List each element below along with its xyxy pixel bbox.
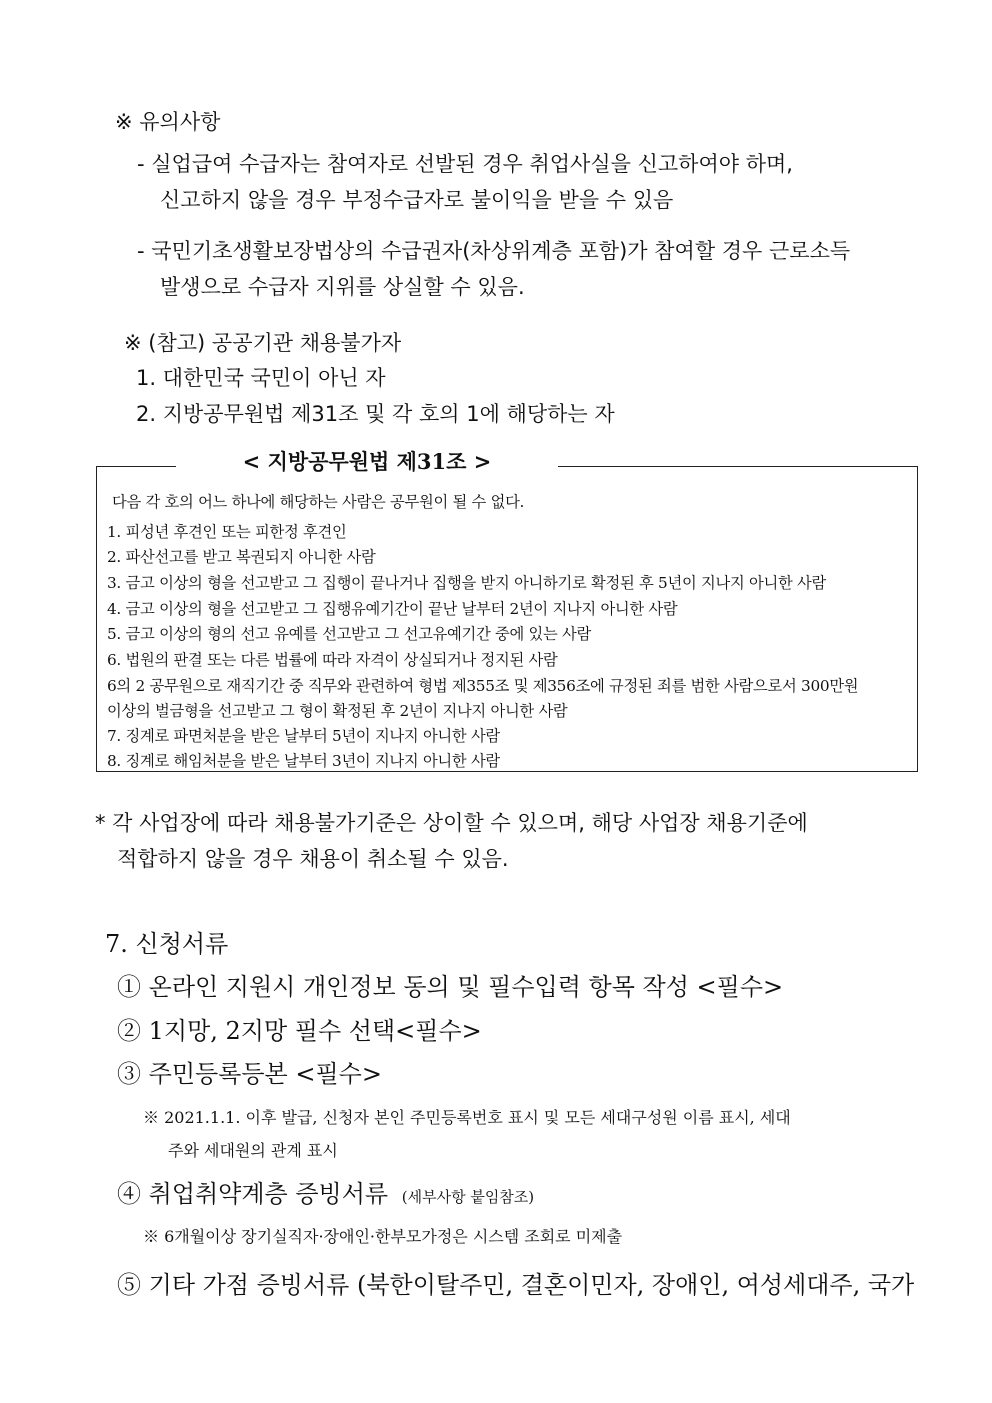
notes-bullet2-line1: - 국민기초생활보장법상의 수급권자(차상위계층 포함)가 참여할 경우 근로소득 (137, 239, 851, 263)
section7-note3-line1: ※ 2021.1.1. 이후 발급, 신청자 본인 주민등록번호 표시 및 모든 세대구성원 이름 표시, 세대 (143, 1108, 791, 1127)
section7-item-5: ⑤ 기타 가점 증빙서류 (북한이탈주민, 결혼이민자, 장애인, 여성세대주, 국가 (117, 1271, 915, 1299)
law-box-intro: 다음 각 호의 어느 하나에 해당하는 사람은 공무원이 될 수 없다. (112, 493, 525, 511)
notes-bullet1-line2: 신고하지 않을 경우 부정수급자로 불이익을 받을 수 있음 (160, 188, 674, 212)
reference-heading: ※ (참고) 공공기관 채용불가자 (124, 331, 402, 355)
law-box-title: < 지방공무원법 제31조 > (176, 447, 558, 481)
footnote-line1: * 각 사업장에 따라 채용불가기준은 상이할 수 있으며, 해당 사업장 채용기준에 (95, 811, 808, 835)
section7-item-4-main: ④ 취업취약계층 증빙서류 (117, 1180, 389, 1208)
section7-note3-line2: 주와 세대원의 관계 표시 (168, 1141, 338, 1160)
section7-item-4-sub: (세부사항 붙임참조) (401, 1188, 535, 1206)
law-box-line: 6. 법원의 판결 또는 다른 법률에 따라 자격이 상실되거나 정지된 사람 (107, 651, 558, 669)
law-box-line: 2. 파산선고를 받고 복권되지 아니한 사람 (107, 548, 376, 566)
section7-item-3: ③ 주민등록등본 <필수> (117, 1060, 382, 1088)
law-box-line: 1. 피성년 후견인 또는 피한정 후견인 (107, 523, 347, 541)
law-box-line: 7. 징계로 파면처분을 받은 날부터 5년이 지나지 아니한 사람 (107, 727, 500, 745)
law-box-line: 8. 징계로 해임처분을 받은 날부터 3년이 지나지 아니한 사람 (107, 752, 500, 770)
notes-heading: ※ 유의사항 (115, 110, 221, 134)
law-box-line: 이상의 벌금형을 선고받고 그 형이 확정된 후 2년이 지나지 아니한 사람 (107, 702, 568, 720)
section7-item-1: ① 온라인 지원시 개인정보 동의 및 필수입력 항목 작성 <필수> (117, 973, 784, 1001)
section7-item-2: ② 1지망, 2지망 필수 선택<필수> (117, 1017, 482, 1045)
footnote-line2: 적합하지 않을 경우 채용이 취소될 수 있음. (117, 847, 509, 871)
law-box-line: 3. 금고 이상의 형을 선고받고 그 집행이 끝나거나 집행을 받지 아니하기로 확정된 후 5년이 지나지 아니한 사람 (107, 574, 826, 592)
law-box-line: 6의 2 공무원으로 재직기간 중 직무와 관련하여 형법 제355조 및 제356조에 규정된 죄를 범한 사람으로서 300만원 (107, 677, 859, 695)
section7-item-4 (117, 1174, 534, 1209)
reference-item-2: 2. 지방공무원법 제31조 및 각 호의 1에 해당하는 자 (136, 402, 615, 426)
section7-heading: 7. 신청서류 (105, 930, 229, 958)
notes-bullet1-line1: - 실업급여 수급자는 참여자로 선발된 경우 취업사실을 신고하여야 하며, (137, 152, 793, 176)
reference-item-1: 1. 대한민국 국민이 아닌 자 (136, 366, 386, 390)
section7-note4: ※ 6개월이상 장기실직자·장애인·한부모가정은 시스템 조회로 미제출 (143, 1227, 623, 1246)
notes-bullet2-line2: 발생으로 수급자 지위를 상실할 수 있음. (160, 275, 525, 299)
law-box-line: 4. 금고 이상의 형을 선고받고 그 집행유예기간이 끝난 날부터 2년이 지나지 아니한 사람 (107, 600, 678, 618)
law-box-line: 5. 금고 이상의 형의 선고 유예를 선고받고 그 선고유예기간 중에 있는 사람 (107, 625, 592, 643)
